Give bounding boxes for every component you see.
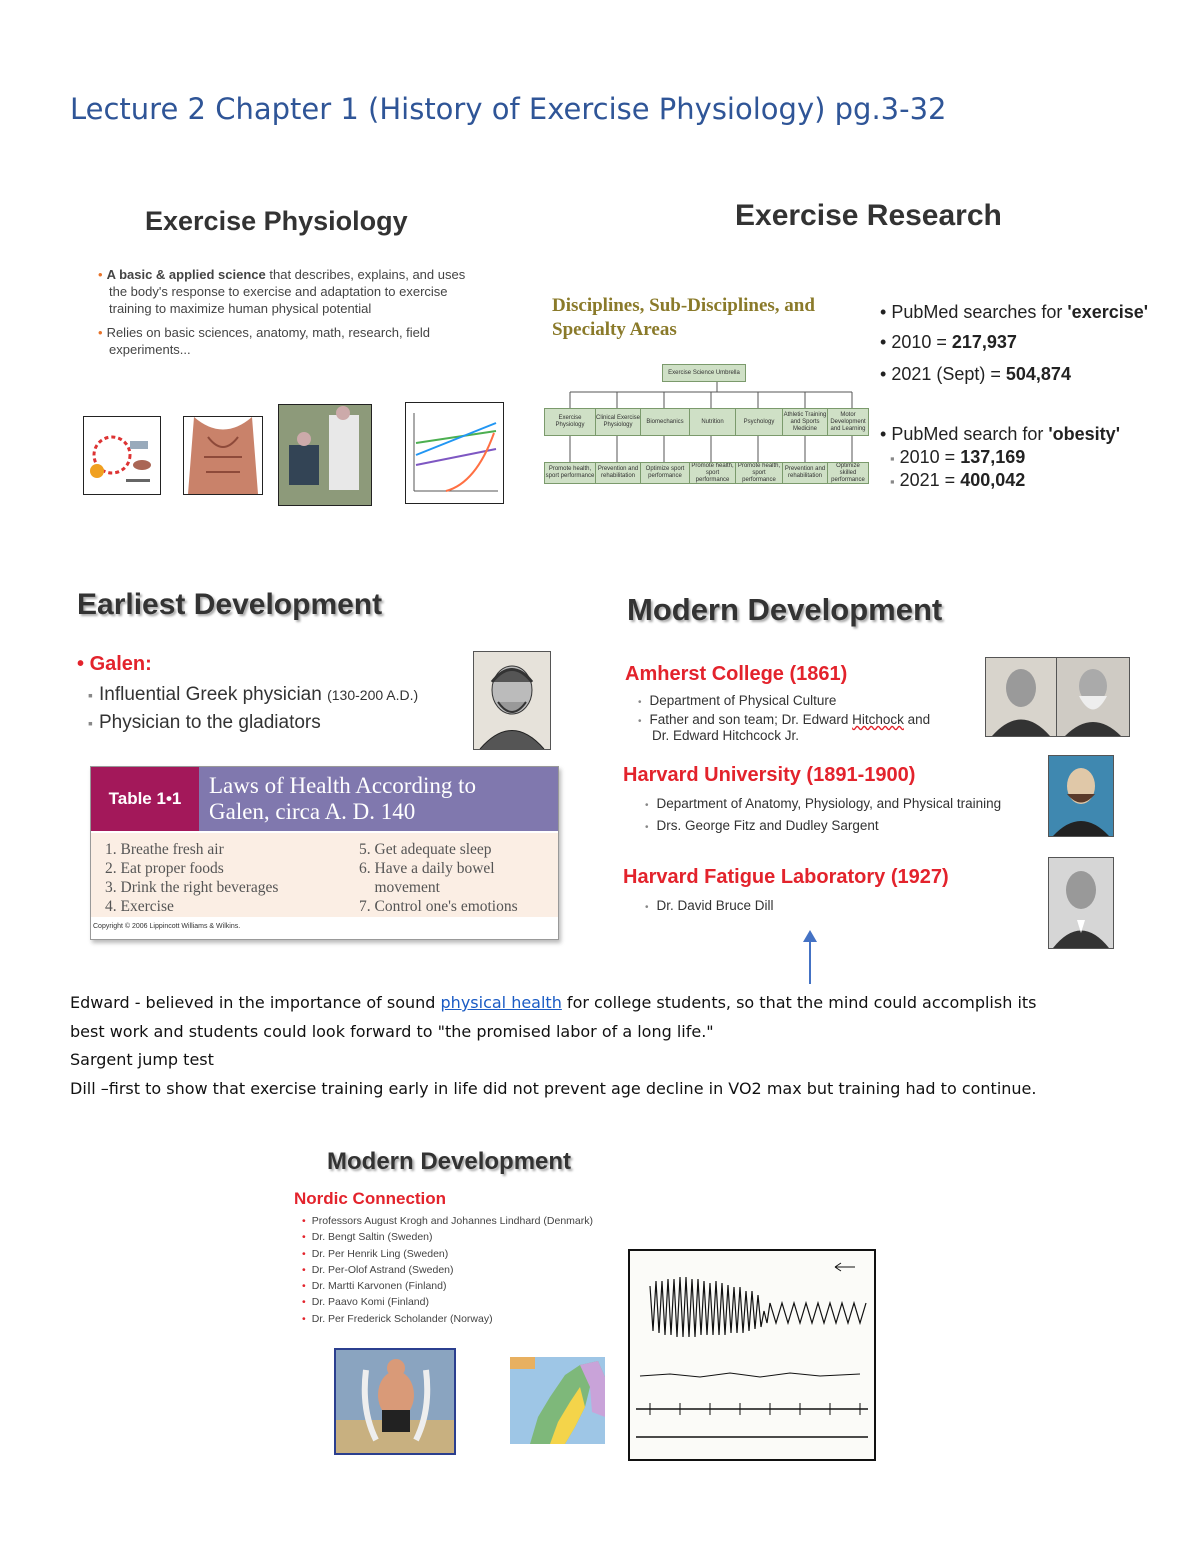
umbrella-discipline-box: Clinical Exercise Physiology [595, 408, 641, 436]
notes-line-2: best work and students could look forward to "the promised labor of a long life." [70, 1021, 714, 1041]
umbrella-goal-box: Prevention and rehabilitation [782, 462, 828, 484]
modern-development-heading: Modern Development [627, 592, 943, 627]
amherst-bullet-3: Dr. Edward Hitchcock Jr. [652, 728, 800, 743]
table-cell: movement [359, 879, 440, 896]
table-label: Table 1•1 [91, 767, 199, 831]
fatigue-bullet-1: • Dr. David Bruce Dill [645, 898, 774, 913]
pubmed-2010-obesity: ▪ 2010 = 137,169 [890, 447, 1026, 467]
dill-portrait [1048, 857, 1114, 949]
exercise-research-heading: Exercise Research [735, 199, 1002, 232]
bullet-line: the body's response to exercise and adaptation to exercise [109, 284, 448, 299]
arrow-up-icon [800, 928, 820, 986]
umbrella-root-box: Exercise Science Umbrella [662, 364, 746, 382]
galen-label: • Galen: [77, 653, 152, 675]
nordic-bullet: • Dr. Per Frederick Scholander (Norway) [302, 1312, 493, 1325]
lab-testing-photo [278, 404, 372, 506]
modern-development-nordic-heading: Modern Development [327, 1148, 572, 1175]
umbrella-discipline-box: Nutrition [689, 408, 736, 436]
sargent-portrait [1048, 755, 1114, 837]
nordic-bullet: • Dr. Paavo Komi (Finland) [302, 1296, 429, 1309]
lecture-notes [70, 989, 1037, 1103]
bullet-line: • Relies on basic sciences, anatomy, math, research, field [98, 325, 431, 340]
harvard-bullet-1: • Department of Anatomy, Physiology, and Physical training [645, 796, 1002, 811]
pubmed-exercise-line: • PubMed searches for 'exercise' [880, 302, 1149, 322]
nordic-connection-heading: Nordic Connection [294, 1189, 447, 1208]
table-body [91, 833, 558, 917]
pubmed-2010-exercise: • 2010 = 217,937 [880, 332, 1017, 352]
pubmed-2021-exercise: • 2021 (Sept) = 504,874 [880, 364, 1071, 384]
disciplines-title: Disciplines, Sub-Disciplines, and Specialty Areas [552, 295, 815, 340]
umbrella-discipline-box: Biomechanics [640, 408, 690, 436]
nordic-bullet: • Dr. Martti Karvonen (Finland) [302, 1280, 447, 1293]
line-graph-image [405, 402, 504, 504]
exercise-physiology-heading: Exercise Physiology [145, 206, 408, 236]
page-title: Lecture 2 Chapter 1 (History of Exercise Physiology) pg.3-32 [70, 92, 947, 126]
umbrella-goal-box: Promote health, sport performance [689, 462, 736, 484]
earliest-development-heading: Earliest Development [77, 588, 383, 621]
pubmed-obesity-line: • PubMed search for 'obesity' [880, 424, 1120, 444]
fatigue-lab-heading: Harvard Fatigue Laboratory (1927) [623, 866, 949, 888]
bullet-line: • A basic & applied science that describes, explains, and uses [98, 267, 466, 282]
umbrella-discipline-box: Exercise Physiology [544, 408, 596, 436]
amherst-bullet-2: • Father and son team; Dr. Edward Hitchock and [638, 712, 931, 727]
exercise-science-umbrella-diagram [540, 362, 870, 492]
harvard-bullet-2: • Drs. George Fitz and Dudley Sargent [645, 818, 879, 833]
amherst-heading: Amherst College (1861) [625, 663, 848, 685]
notes-line-3: Sargent jump test [70, 1050, 214, 1069]
galen-bullet-1: ▪ Influential Greek physician (130-200 A.D.) [88, 684, 419, 705]
harvard-heading: Harvard University (1891-1900) [623, 764, 916, 786]
table-cell: 1. Breathe fresh air [105, 841, 224, 858]
nordic-bullet: • Dr. Bengt Saltin (Sweden) [302, 1231, 433, 1244]
nordic-bullet: • Dr. Per Henrik Ling (Sweden) [302, 1247, 449, 1260]
hitchcock-portrait [985, 657, 1057, 737]
bullet-line: training to maximize human physical potential [109, 301, 372, 316]
galen-bullet-2: ▪ Physician to the gladiators [88, 712, 321, 733]
amherst-bullet-1: • Department of Physical Culture [638, 693, 837, 708]
table-cell: 7. Control one's emotions [359, 898, 518, 915]
umbrella-goal-box: Optimize skilled performance [827, 462, 869, 484]
athlete-testing-photo [334, 1348, 456, 1455]
umbrella-goal-box: Promote health, sport performance [544, 462, 596, 484]
notes-line-1: Edward - believed in the importance of sound physical health for college students, so that the mind could accomplish its [70, 993, 1037, 1012]
umbrella-discipline-box: Psychology [735, 408, 783, 436]
umbrella-goal-box: Optimize sport performance [640, 462, 690, 484]
physical-health-link[interactable]: physical health [440, 993, 562, 1012]
umbrella-discipline-box: Motor Development and Learning [827, 408, 869, 436]
exercise-physiology-bullets [98, 266, 518, 358]
galen-laws-table [90, 766, 559, 940]
table-copyright: Copyright © 2006 Lippincott Williams & Wilkins. [93, 923, 241, 930]
galen-portrait [473, 651, 551, 750]
krogh-kymograph-tracing [628, 1249, 876, 1461]
table-cell: 5. Get adequate sleep [359, 841, 492, 858]
notes-line-4: Dill –first to show that exercise training early in life did not prevent age decline in VO2 max but training had to continue. [70, 1078, 1037, 1098]
umbrella-discipline-box: Athletic Training and Sports Medicine [782, 408, 828, 436]
table-cell: 3. Drink the right beverages [105, 879, 279, 896]
nordic-bullet: • Dr. Per-Olof Astrand (Sweden) [302, 1263, 454, 1276]
table-cell: 2. Eat proper foods [105, 860, 224, 877]
scandinavia-map-image [510, 1357, 605, 1444]
table-cell: 4. Exercise [105, 898, 174, 915]
table-title: Laws of Health According to Galen, circa A. D. 140 [199, 767, 558, 831]
muscle-anatomy-image [183, 416, 263, 495]
umbrella-goal-box: Prevention and rehabilitation [595, 462, 641, 484]
umbrella-goal-box: Promote health, sport performance [735, 462, 783, 484]
pubmed-2021-obesity: ▪ 2021 = 400,042 [890, 470, 1026, 490]
table-cell: 6. Have a daily bowel [359, 860, 495, 877]
hitchcock-jr-portrait [1056, 657, 1130, 737]
nordic-bullet: • Professors August Krogh and Johannes Lindhard (Denmark) [302, 1215, 594, 1227]
bullet-line: experiments... [109, 342, 191, 357]
metabolism-diagram-image [83, 416, 161, 495]
nordic-bullets [302, 1213, 593, 1327]
